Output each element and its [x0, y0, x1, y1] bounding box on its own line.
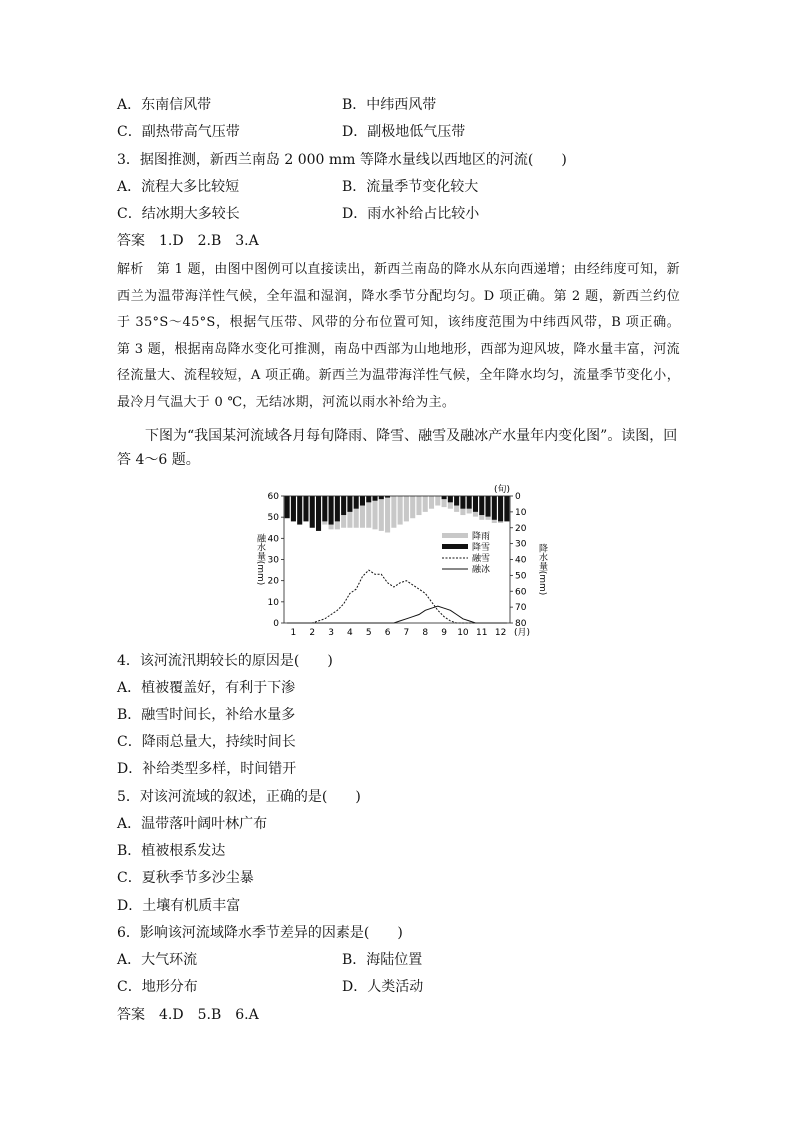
x-tick-label: 10 — [457, 628, 469, 638]
x-tick-label: 4 — [347, 628, 353, 638]
q6-option-a: A．大气环流 — [117, 952, 198, 968]
rain-bar — [454, 506, 459, 512]
rain-bar — [479, 515, 484, 520]
q5-option-b: B．植被根系发达 — [117, 843, 226, 859]
answer-4-6: 答案 4.D 5.B 6.A — [117, 1007, 259, 1023]
left-tick-label: 40 — [267, 534, 279, 545]
rain-bar — [385, 498, 390, 533]
snow-bar — [322, 496, 327, 521]
rain-bar — [435, 496, 440, 506]
legend-label: 降雪 — [472, 543, 491, 553]
snow-bar — [379, 496, 384, 499]
x-tick-label: 11 — [476, 628, 488, 638]
snow-bar — [297, 496, 302, 525]
rain-bar — [398, 496, 403, 525]
snow-bar — [347, 496, 352, 512]
snow-bar — [454, 496, 459, 506]
rain-bar — [442, 499, 447, 507]
rain-bar — [322, 521, 327, 524]
q3-option-a: A．流程大多比较短 — [117, 179, 240, 195]
snowmelt-line — [287, 570, 507, 623]
right-tick-label: 30 — [515, 539, 527, 550]
q4-option-a: A．植被覆盖好，有利于下渗 — [117, 680, 296, 696]
rain-bar — [329, 525, 334, 530]
rain-bar — [473, 512, 478, 517]
legend-snow-swatch — [442, 544, 468, 549]
q6-option-d: D．人类活动 — [342, 979, 424, 995]
right-tick-label: 20 — [515, 523, 527, 534]
rain-bar — [372, 501, 377, 530]
right-axis-title: 降水量(mm) — [537, 543, 547, 596]
snow-bar — [303, 496, 308, 521]
snow-bar — [460, 496, 465, 509]
snow-bar — [473, 496, 478, 512]
right-unit-label: (旬) — [494, 485, 511, 495]
left-tick-label: 60 — [267, 492, 279, 502]
q6-option-b: B．海陆位置 — [342, 952, 423, 968]
q3-option-b: B．流量季节变化较大 — [342, 179, 479, 195]
rain-bar — [354, 509, 359, 528]
rain-bar — [448, 502, 453, 508]
rain-bar — [410, 496, 415, 518]
x-tick-label: 12 — [494, 628, 507, 638]
snow-bar — [291, 496, 296, 521]
q5-option-a: A．温带落叶阔叶林广布 — [117, 816, 268, 832]
right-tick-label: 10 — [515, 507, 527, 518]
snow-bar — [354, 496, 359, 509]
snow-bar — [498, 496, 503, 521]
x-tick-label: 8 — [422, 628, 429, 638]
chart-intro: 下图为“我国某河流域各月每旬降雨、降雪、融雪及融冰产水量年内变化图”。读图，回答 4～6 题。 — [117, 428, 678, 468]
snow-bar — [485, 496, 490, 517]
snow-bar — [360, 496, 365, 506]
x-tick-label: 1 — [290, 628, 297, 638]
snow-bar — [467, 496, 472, 509]
x-unit-label: (月) — [514, 628, 531, 638]
left-axis-title: 融水量(mm) — [255, 533, 265, 586]
rain-bar — [404, 496, 409, 521]
x-tick-label: 5 — [365, 628, 372, 638]
rain-bar — [379, 499, 384, 531]
left-tick-label: 10 — [267, 597, 279, 608]
snow-bar — [479, 496, 484, 515]
left-tick-label: 0 — [273, 619, 279, 629]
q5-option-d: D．土壤有机质丰富 — [117, 898, 241, 914]
rain-bar — [347, 512, 352, 528]
snow-bar — [504, 496, 509, 521]
snow-bar — [372, 496, 377, 501]
runoff-chart — [250, 478, 550, 643]
x-tick-label: 2 — [309, 628, 316, 638]
q4-option-d: D．补给类型多样，时间错开 — [117, 761, 297, 777]
right-tick-label: 70 — [515, 603, 527, 614]
q2-option-a: A．东南信风带 — [117, 97, 212, 113]
q6-option-c: C．地形分布 — [117, 979, 198, 995]
legend-label: 融雪 — [472, 554, 491, 564]
x-tick-label: 7 — [403, 628, 410, 638]
snow-bar — [335, 496, 340, 521]
right-tick-label: 80 — [515, 619, 527, 629]
q2-option-d: D．副极地低气压带 — [342, 124, 466, 140]
rain-bar — [498, 521, 503, 523]
q2-option-c: C．副热带高气压带 — [117, 124, 240, 140]
q4-option-c: C．降雨总量大，持续时间长 — [117, 734, 296, 750]
snow-bar — [448, 496, 453, 502]
answer-1-3: 答案 1.D 2.B 3.A — [117, 233, 259, 249]
left-tick-label: 50 — [267, 513, 279, 524]
rain-bar — [423, 496, 428, 512]
rain-bar — [366, 502, 371, 527]
rain-bar — [416, 496, 421, 515]
right-tick-label: 0 — [515, 492, 521, 502]
right-tick-label: 60 — [515, 587, 527, 598]
q3-option-d: D．雨水补给占比较小 — [342, 206, 480, 222]
x-tick-label: 9 — [441, 628, 447, 638]
q3-stem: 3．据图推测，新西兰南岛 2 000 mm 等降水量线以西地区的河流( ) — [117, 152, 567, 168]
rain-bar — [429, 496, 434, 509]
rain-bar — [391, 496, 396, 528]
rain-bar — [360, 506, 365, 528]
snow-bar — [366, 496, 371, 502]
snow-bar — [341, 496, 346, 515]
legend-label: 降雨 — [472, 532, 491, 542]
rain-bar — [341, 515, 346, 528]
legend-label: 融冰 — [472, 565, 491, 575]
snow-bar — [329, 496, 334, 525]
legend-rain-swatch — [442, 533, 468, 538]
q4-option-b: B．融雪时间长，补给水量多 — [117, 707, 296, 723]
rain-bar — [467, 509, 472, 514]
snow-bar — [310, 496, 315, 528]
q2-option-b: B．中纬西风带 — [342, 97, 437, 113]
x-tick-label: 3 — [328, 628, 334, 638]
q3-option-c: C．结冰期大多较长 — [117, 206, 240, 222]
q4-stem: 4．该河流汛期较长的原因是( ) — [117, 653, 333, 669]
q5-option-c: C．夏秋季节多沙尘暴 — [117, 870, 254, 886]
snow-bar — [442, 496, 447, 499]
rain-bar — [485, 517, 490, 520]
x-tick-label: 6 — [384, 628, 391, 638]
right-tick-label: 50 — [515, 571, 527, 582]
left-tick-label: 20 — [267, 576, 279, 587]
q5-stem: 5．对该河流域的叙述，正确的是( ) — [117, 789, 361, 805]
rain-bar — [335, 521, 340, 529]
snow-bar — [492, 496, 497, 520]
q6-stem: 6．影响该河流域降水季节差异的因素是( ) — [117, 925, 403, 941]
snow-bar — [285, 496, 290, 518]
rain-bar — [460, 509, 465, 515]
right-tick-label: 40 — [515, 555, 527, 566]
analysis-1-3: 解析 第 1 题，由图中图例可以直接读出，新西兰南岛的降水从东向西递增；由经纬度可知，新西兰为温带海洋性气候，全年温和湿润，降水季节分配均匀。D 项正确。第 2 题，新西兰约位于 35°S～45°S，根据气压带、风带的分布位置可知，该纬度范围为中纬西风带，B 项正确。第 3 题，根据南岛降水变化可推测，南岛中西部为山地地形，西部为迎风坡，降水量丰富，河流径流量大、流程较短，A 项正确。新西兰为温带海洋性气候，全年降水均匀，流量季节变化小，最冷月气温大于 0 ℃，无结冰期，河流以雨水补给为主。 — [117, 262, 680, 410]
rain-bar — [492, 520, 497, 523]
snow-bar — [316, 496, 321, 531]
left-tick-label: 30 — [267, 555, 279, 566]
